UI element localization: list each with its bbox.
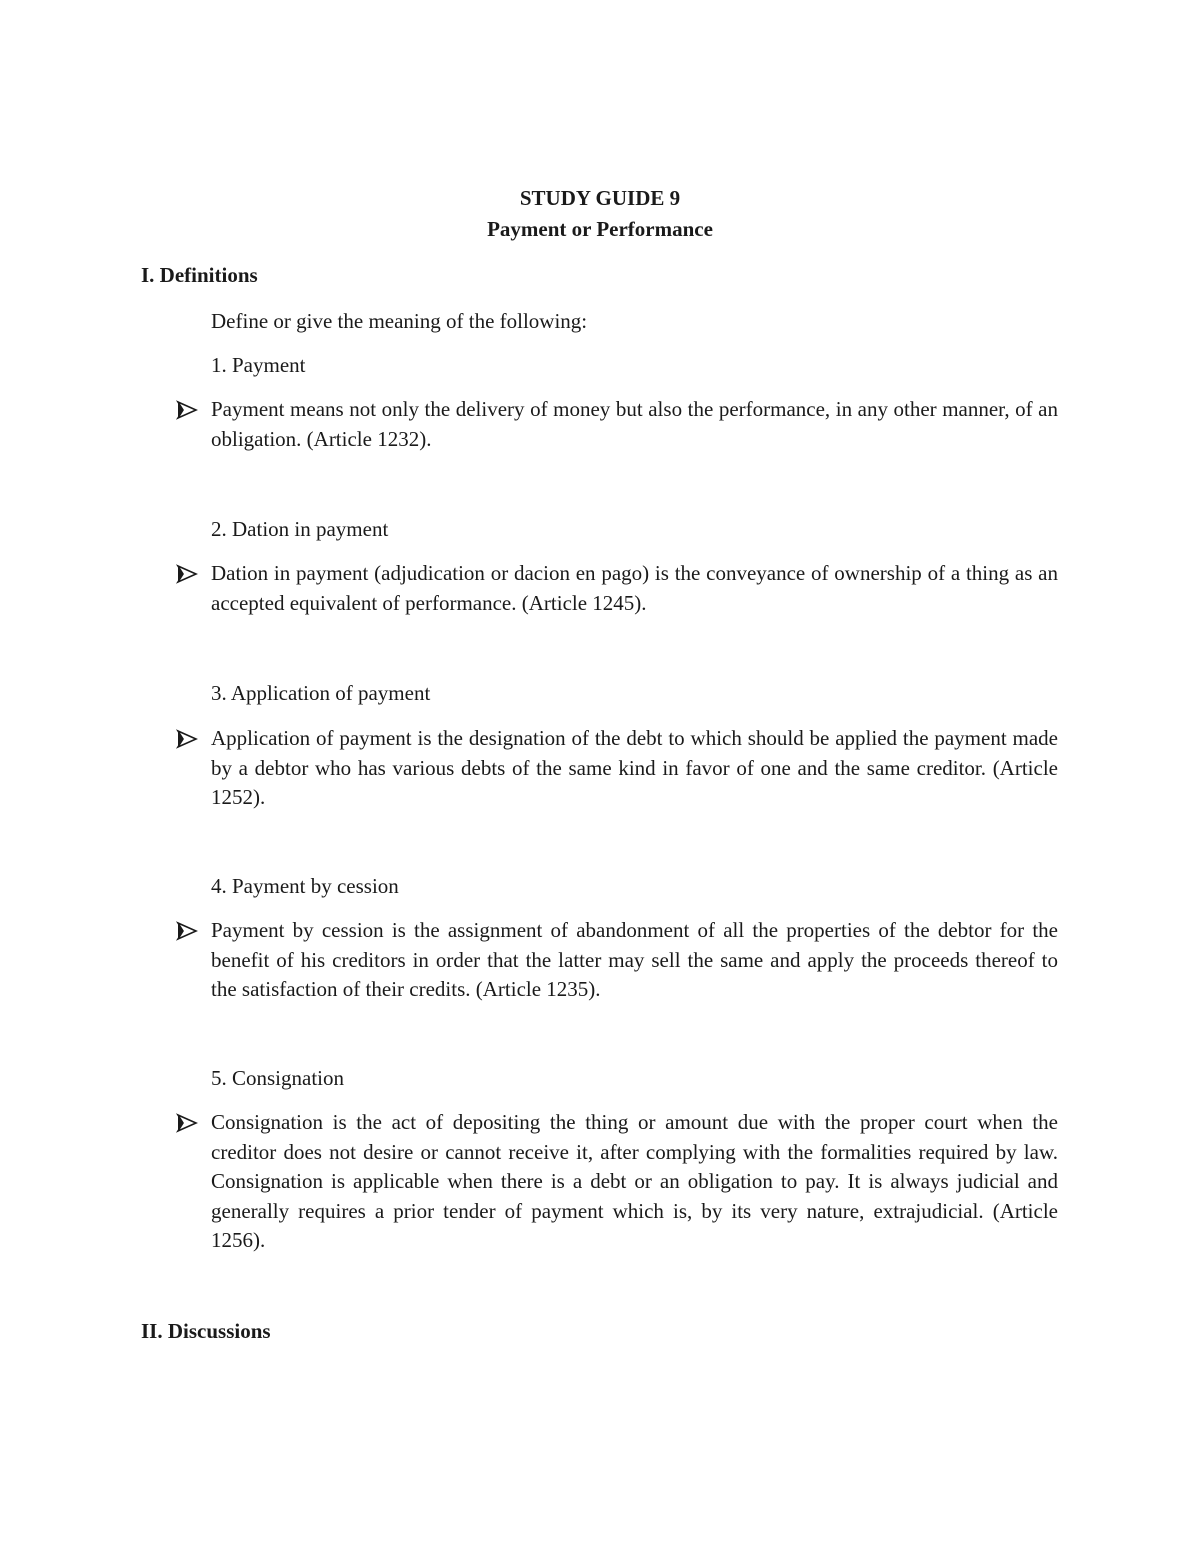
document-subtitle: Payment or Performance — [487, 217, 713, 241]
arrowhead-bullet-icon — [175, 727, 199, 751]
term-label-consignation: 5. Consignation — [211, 1066, 345, 1090]
arrowhead-bullet-icon — [175, 398, 199, 422]
arrowhead-bullet-icon — [175, 919, 199, 943]
term-label-dation-in-payment: 2. Dation in payment — [211, 517, 389, 541]
term-label-application-of-payment: 3. Application of payment — [211, 681, 431, 705]
definition-consignation: Consignation is the act of depositing the thing or amount due with the proper court when the creditor does not desire or cannot receive it, after complying with the formalities required by law. Consignation is applicable when there is a debt or an obligation to pay. It is always judicial and generally requires a prior tender of payment which is, by its very nature, extrajudicial. (Article 1256). — [211, 1110, 1058, 1252]
arrowhead-bullet-icon — [175, 1111, 199, 1135]
definition-payment: Payment means not only the delivery of money but also the performance, in any other manner, of an obligation. (Article 1232). — [211, 397, 1058, 451]
term-label-payment: 1. Payment — [211, 353, 306, 377]
document-title: STUDY GUIDE 9 — [519, 186, 681, 210]
definition-dation-in-payment: Dation in payment (adjudication or dacion en pago) is the conveyance of ownership of a thing as an accepted equivalent of performance. (Article 1245). — [211, 561, 1058, 615]
definition-payment-by-cession: Payment by cession is the assignment of abandonment of all the properties of the debtor for the benefit of his creditors in order that the latter may sell the same and apply the proceeds thereof to the satisfaction of their credits. (Article 1235). — [211, 918, 1058, 1001]
term-label-payment-by-cession: 4. Payment by cession — [211, 874, 399, 898]
definition-application-of-payment: Application of payment is the designation of the debt to which should be applied the payment made by a debtor who has various debts of the same kind in favor of one and the same creditor. (Article 1252). — [211, 726, 1058, 809]
section-heading-discussions: II. Discussions — [141, 1319, 271, 1343]
definitions-intro: Define or give the meaning of the following: — [211, 309, 588, 333]
section-heading-definitions: I. Definitions — [141, 263, 258, 287]
arrowhead-bullet-icon — [175, 562, 199, 586]
